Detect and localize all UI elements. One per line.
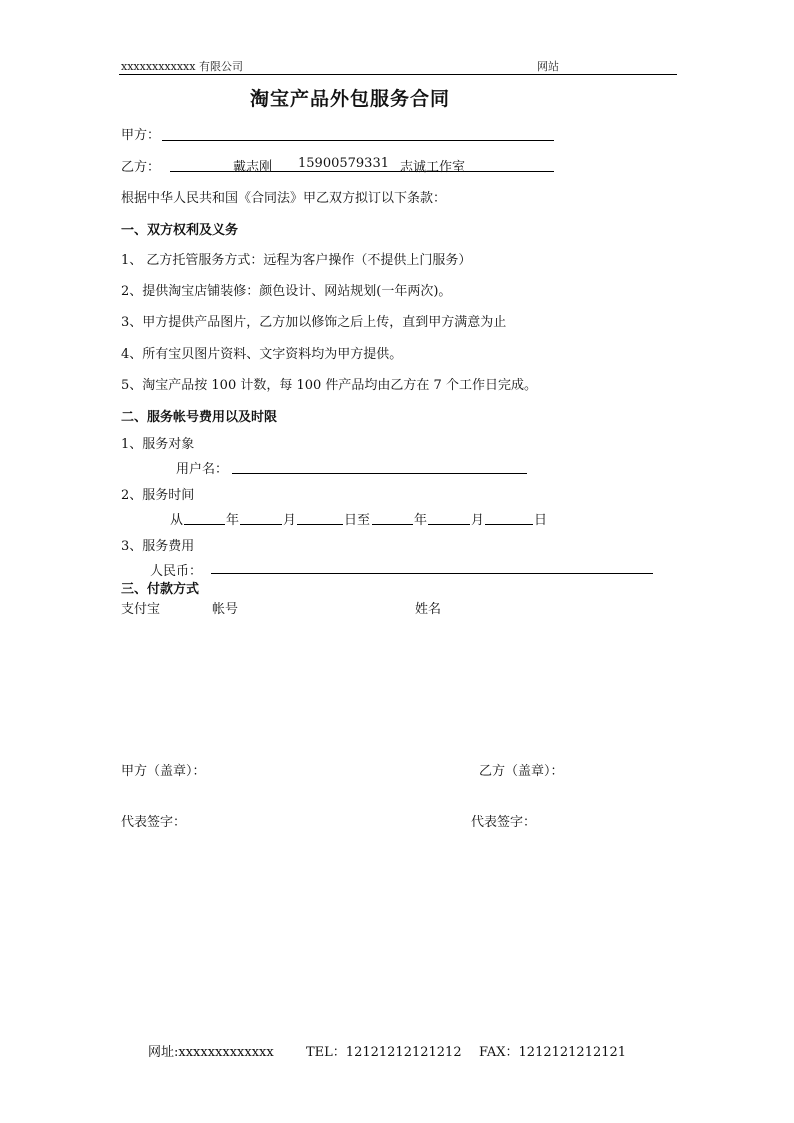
party-b-label: 乙方： (121, 160, 161, 175)
username-underline (232, 473, 527, 474)
section1-item-1: 1、 乙方托管服务方式：远程为客户操作（不提供上门服务） (121, 253, 472, 268)
page-title: 淘宝产品外包服务合同 (250, 88, 451, 110)
section2-heading: 二、服务帐号费用以及时限 (121, 410, 278, 425)
party-b-phone: 15900579331 (298, 156, 389, 171)
party-b-name: 戴志刚 (233, 160, 273, 175)
party-a-label: 甲方： (121, 128, 161, 143)
time-day-to-label: 日至 (344, 513, 371, 528)
username-label: 用户名： (176, 462, 229, 477)
party-a-underline (162, 140, 554, 141)
footer-fax: FAX：1212121212121 (479, 1045, 627, 1060)
time-start-month-label: 月 (283, 513, 297, 528)
time-start-year-underline (184, 524, 225, 525)
service-time-label: 2、服务时间 (121, 488, 195, 503)
header-site-label: 网站 (537, 60, 559, 73)
time-end-month-underline (428, 524, 470, 525)
intro-text: 根据中华人民共和国《合同法》甲乙双方拟订以下条款： (121, 191, 447, 206)
party-a-representative-label: 代表签字： (121, 815, 187, 830)
party-b-underline (170, 171, 554, 172)
time-start-month-underline (240, 524, 282, 525)
time-end-month-label: 月 (471, 513, 485, 528)
section1-item-5: 5、淘宝产品按 100 计数，每 100 件产品均由乙方在 7 个工作日完成。 (121, 378, 537, 393)
footer-website: 网址:xxxxxxxxxxxxx (148, 1045, 274, 1060)
section1-item-4: 4、所有宝贝图片资料、文字资料均为甲方提供。 (121, 347, 403, 362)
party-b-studio: 志诚工作室 (400, 160, 466, 175)
payment-account-label: 帐号 (212, 602, 239, 617)
header-company: xxxxxxxxxxxx 有限公司 (121, 60, 243, 73)
header-divider (119, 74, 677, 75)
service-fee-label: 3、服务费用 (121, 539, 195, 554)
time-end-year-underline (372, 524, 413, 525)
time-end-day-underline (485, 524, 533, 525)
time-from-label: 从 (170, 513, 184, 528)
time-start-day-underline (297, 524, 343, 525)
time-end-year-label: 年 (414, 513, 428, 528)
section3-heading: 三、付款方式 (121, 582, 200, 597)
payment-alipay-label: 支付宝 (121, 602, 161, 617)
payment-name-label: 姓名 (415, 602, 442, 617)
party-b-representative-label: 代表签字： (471, 815, 537, 830)
footer-tel: TEL：12121212121212 (306, 1045, 462, 1060)
party-b-seal-label: 乙方（盖章）： (479, 764, 564, 779)
service-target-label: 1、服务对象 (121, 437, 195, 452)
section1-heading: 一、双方权利及义务 (121, 223, 239, 238)
section1-item-3: 3、甲方提供产品图片，乙方加以修饰之后上传，直到甲方满意为止 (121, 315, 507, 330)
time-end-day-label: 日 (534, 513, 548, 528)
rmb-label: 人民币： (150, 564, 203, 579)
party-a-seal-label: 甲方（盖章）： (121, 764, 206, 779)
time-start-year-label: 年 (226, 513, 240, 528)
rmb-underline (211, 573, 653, 574)
section1-item-2: 2、提供淘宝店铺装修：颜色设计、网站规划(一年两次)。 (121, 284, 452, 299)
